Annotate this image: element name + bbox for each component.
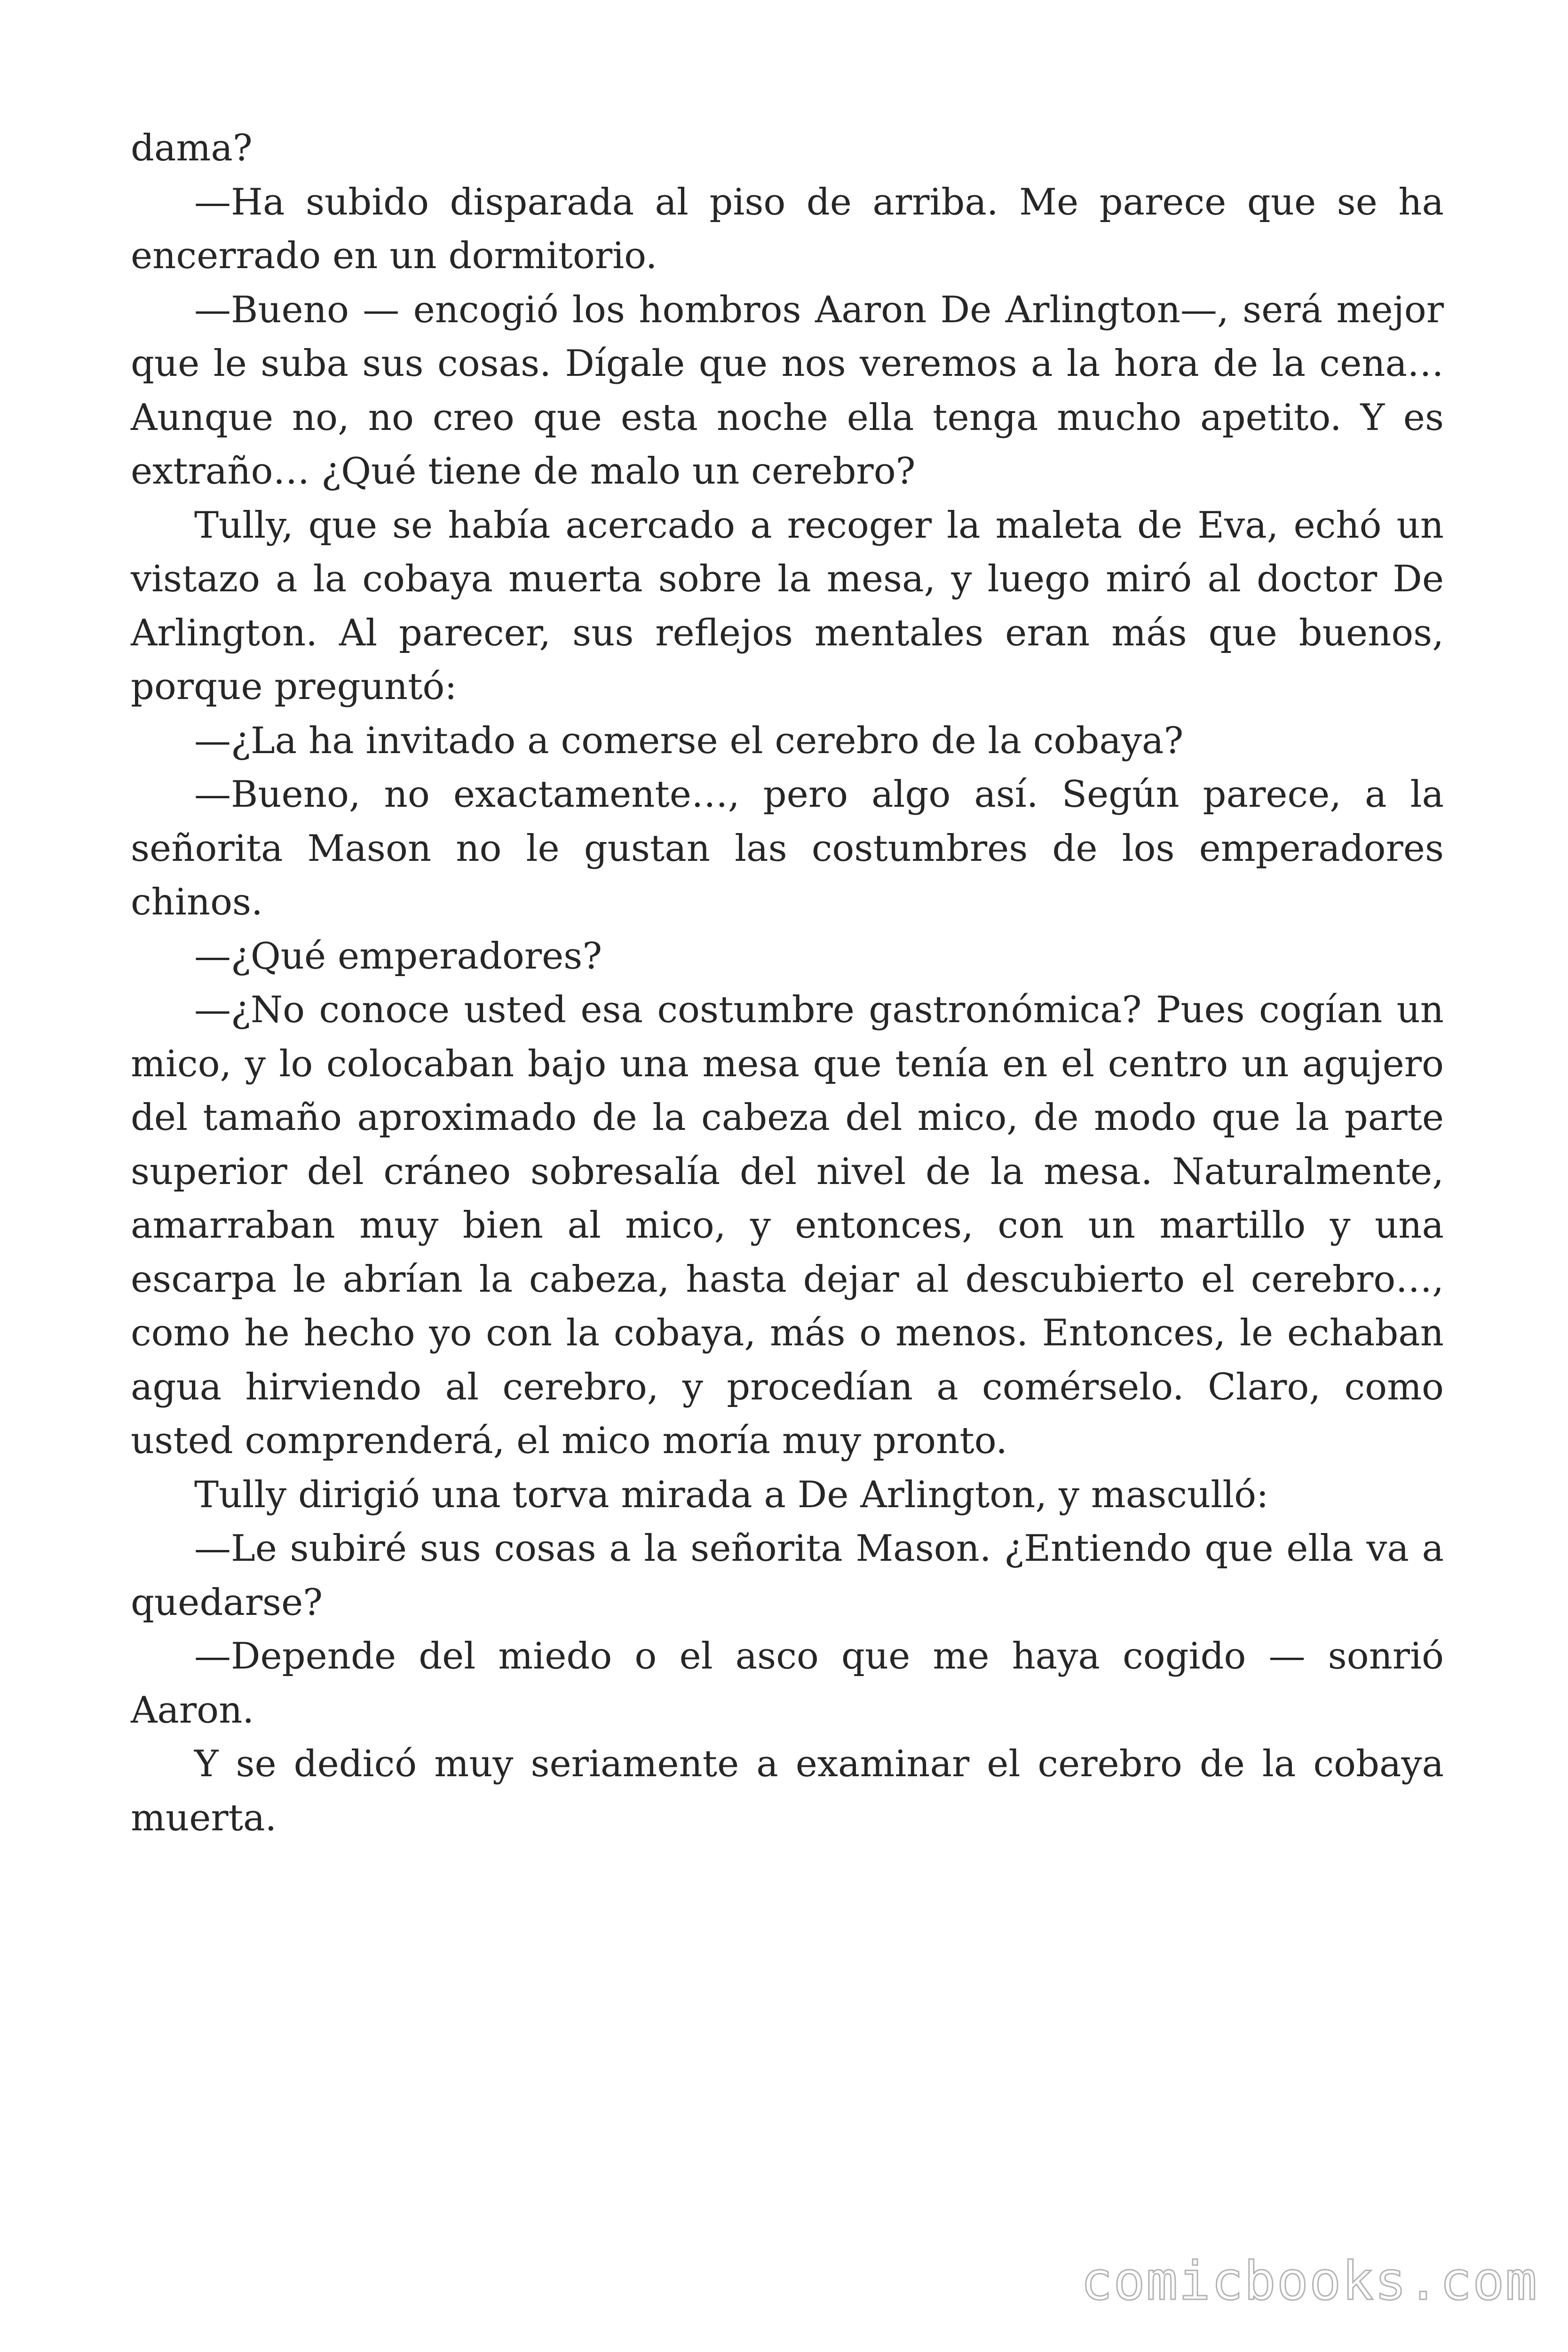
paragraph: —Depende del miedo o el asco que me haya cogido — sonrió Aaron. [131, 1635, 1444, 1732]
paragraph: —¿Qué emperadores? [194, 935, 602, 977]
paragraph: —Bueno, no exactamente…, pero algo así. Según parece, a la señorita Mason no le gustan las costumbres de los emperadores chinos. [131, 773, 1444, 923]
paragraph: Tully, que se había acercado a recoger la maleta de Eva, echó un vistazo a la cobaya muerta sobre la mesa, y luego miró al doctor De Arlington. Al parecer, sus reflejos mentales eran más que buenos, porque preguntó: [131, 504, 1444, 708]
paragraph: —Bueno — encogió los hombros Aaron De Arlington—, será mejor que le suba sus cosas. Dígale que nos veremos a la hora de la cena… Aunque no, no creo que esta noche ella tenga mucho apetito. Y es extraño… ¿Qué tiene de malo un cerebro? [131, 288, 1444, 493]
paragraph: —Ha subido disparada al piso de arriba. Me parece que se ha encerrado en un dormitorio. [131, 181, 1444, 277]
paragraph: —¿La ha invitado a comerse el cerebro de la cobaya? [194, 719, 1184, 762]
paragraph: Y se dedicó muy seriamente a examinar el cerebro de la cobaya muerta. [131, 1743, 1444, 1839]
paragraph: Tully dirigió una torva mirada a De Arlington, y masculló: [194, 1473, 1269, 1516]
paragraph: —Le subiré sus cosas a la señorita Mason. ¿Entiendo que ella va a quedarse? [131, 1527, 1444, 1624]
watermark: comicbooks.com [1080, 2251, 1538, 2312]
paragraph: —¿No conoce usted esa costumbre gastronómica? Pues cogían un mico, y lo colocaban bajo una mesa que tenía en el centro un agujero del tamaño aproximado de la cabeza del mico, de modo que la parte superior del cráneo sobresalía del nivel de la mesa. Naturalmente, amarraban muy bien al mico, y entonces, con un martillo y una escarpa le abrían la cabeza, hasta dejar al descubierto el cerebro…, como he hecho yo con la cobaya, más o menos. Entonces, le echaban agua hirviendo al cerebro, y procedían a comérselo. Claro, como usted comprenderá, el mico moría muy pronto. [131, 989, 1444, 1462]
paragraph: dama? [131, 127, 253, 169]
body-text [131, 121, 1444, 1845]
